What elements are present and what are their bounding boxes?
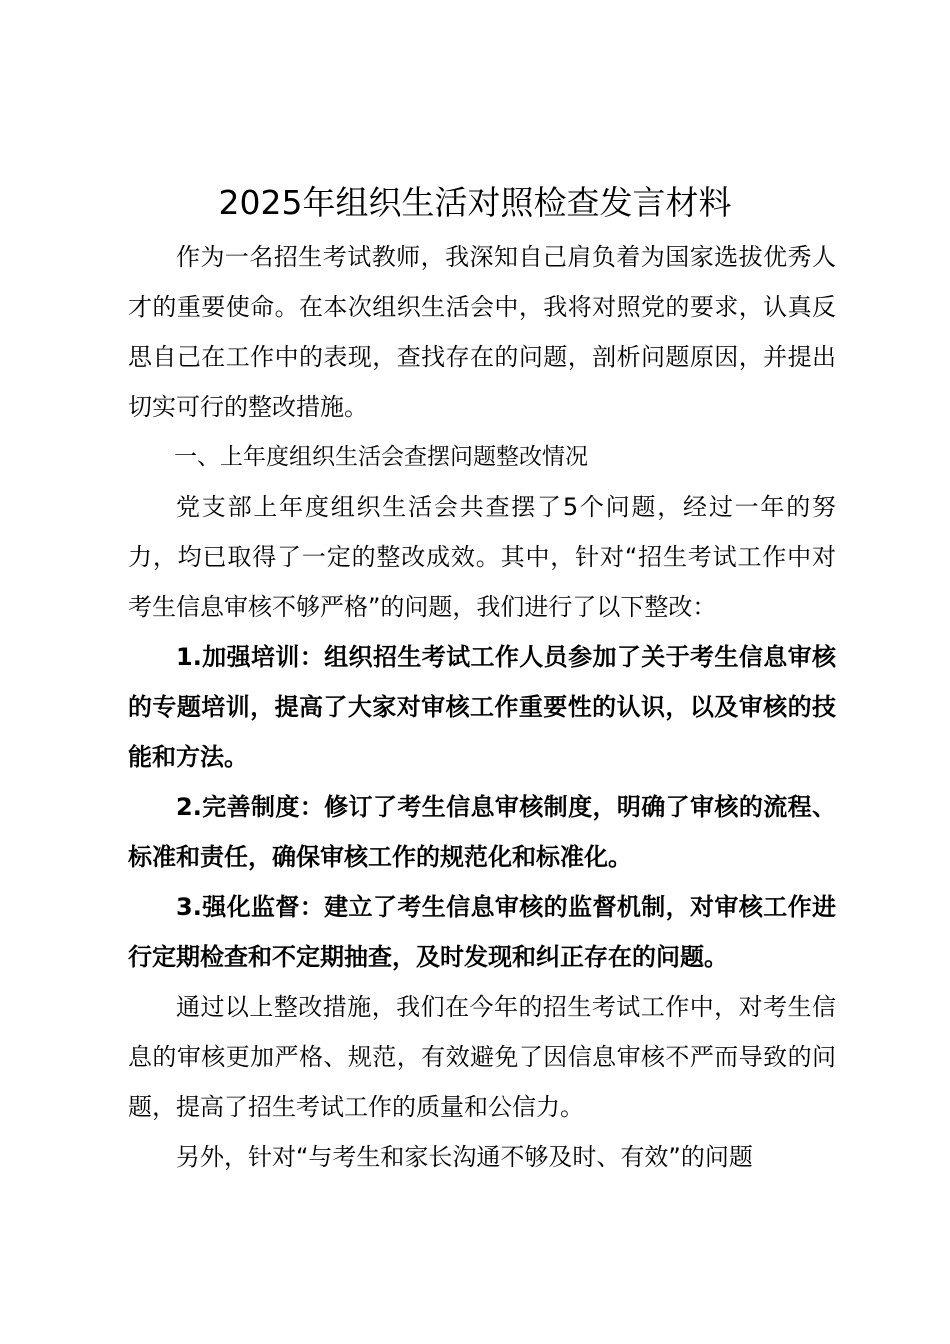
document-title: 2025年组织生活对照检查发言材料 (218, 183, 732, 222)
result-paragraph: 通过以上整改措施，我们在今年的招生考试工作中，对考生信息的审核更加严格、规范，有效避免了因信息审核不严而导致的问题，提高了招生考试工作的质量和公信力。 (128, 993, 836, 1121)
intro-paragraph: 作为一名招生考试教师，我深知自己肩负着为国家选拔优秀人才的重要使命。在本次组织生活会中，我将对照党的要求，认真反思自己在工作中的表现，查找存在的问题，剖析问题原因，并提出切实可行的整改措施。 (128, 243, 836, 421)
section-heading: 一、上年度组织生活会查摆问题整改情况 (174, 444, 588, 470)
measure-item-training: 1.加强培训：组织招生考试工作人员参加了关于考生信息审核的专题培训，提高了大家对审核工作重要性的认识，以及审核的技能和方法。 (128, 643, 836, 771)
document-body (128, 232, 836, 1182)
measure-item-supervision: 3.强化监督：建立了考生信息审核的监督机制，对审核工作进行定期检查和不定期抽查，及时发现和纠正存在的问题。 (128, 893, 836, 971)
measure-item-system: 2.完善制度：修订了考生信息审核制度，明确了审核的流程、标准和责任，确保审核工作的规范化和标准化。 (128, 793, 836, 871)
continuation-paragraph: 另外，针对“与考生和家长沟通不够及时、有效”的问题 (176, 1143, 753, 1171)
section-paragraph: 党支部上年度组织生活会共查摆了5个问题，经过一年的努力，均已取得了一定的整改成效。其中，针对“招生考试工作中对考生信息审核不够严格”的问题，我们进行了以下整改： (128, 493, 836, 621)
